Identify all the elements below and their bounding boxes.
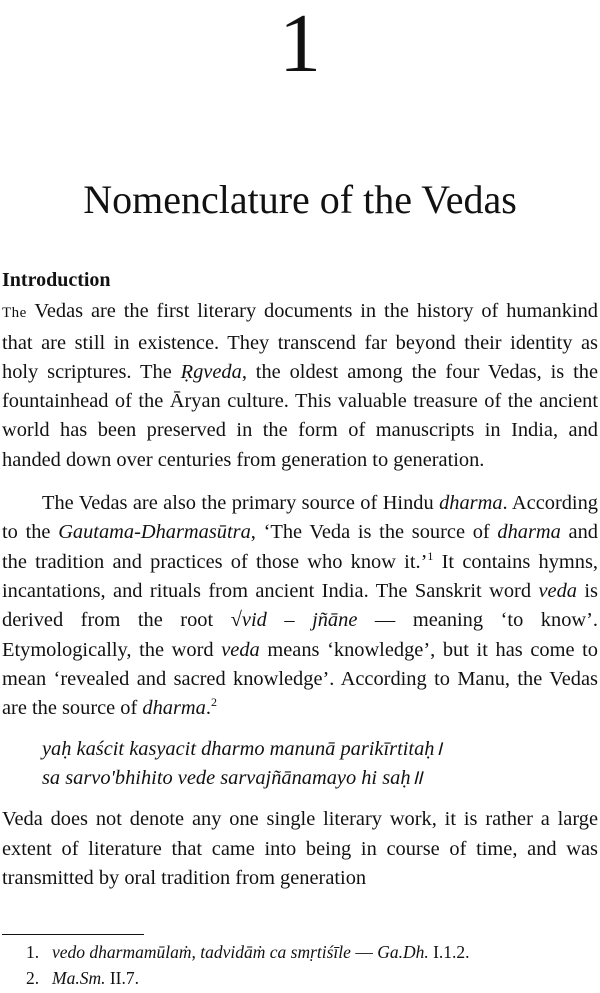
text: . According to the	[2, 492, 598, 544]
footnote-italic: Ga.Dh.	[377, 942, 429, 962]
footnote-plain: II.7.	[105, 968, 139, 988]
footnote-italic: vedo dharmamūlaṁ, tadvidāṁ ca smṛtiśīle	[52, 942, 351, 962]
paragraph-2	[2, 489, 598, 723]
footnote-ref-1: 1	[427, 548, 434, 563]
italic-term: Gautama-Dharmasūtra	[58, 521, 251, 544]
footnotes	[26, 939, 586, 991]
verse-line-1: yaḥ kaścit kasyacit dharmo manunā parikīrtitaḥ।	[42, 738, 443, 761]
italic-term: Ṛgveda	[180, 360, 242, 383]
footnote-italic: Ma.Sm.	[52, 968, 106, 988]
footnote-text	[52, 965, 139, 991]
section-heading: Introduction	[2, 269, 111, 291]
footnote-number: 2.	[26, 968, 40, 988]
chapter-number: 1	[279, 0, 321, 90]
text: and the tradition and practices of those who know it.’	[2, 521, 599, 573]
text: Vedas are the first literary documents in the history of humankind that are still in existence. They transcend far beyond their identity as holy scriptures. The	[2, 300, 598, 383]
text: , ‘The Veda is the source of	[250, 521, 498, 544]
footnote-2	[26, 965, 586, 991]
italic-term: veda	[221, 638, 260, 661]
italic-term: dharma	[142, 697, 206, 720]
paragraph-3: Veda does not denote any one single literary work, it is rather a large extent of literature that came into being in course of time, and was transmitted by oral tradition from generation	[2, 808, 598, 890]
verse-line-2: sa sarvo'bhihito vede sarvajñānamayo hi saḥ॥	[42, 767, 423, 790]
text: .	[205, 697, 211, 720]
paragraph-1	[2, 297, 598, 475]
text: means ‘knowledge’, but it has come to mean ‘revealed and sacred knowledge’. According to Manu, the Vedas are the source of	[2, 638, 598, 720]
footnote-text	[52, 939, 470, 965]
footnote-plain: I.1.2.	[428, 942, 470, 962]
small-caps-opening: The	[2, 305, 27, 322]
sanskrit-verse	[42, 735, 598, 793]
text: — meaning ‘to know’. Etymologically, the word	[2, 609, 599, 661]
footnote-1	[26, 939, 586, 965]
italic-term: dharma	[439, 492, 503, 515]
italic-term: dharma	[497, 521, 561, 544]
text: The Vedas are also the primary source of Hindu	[42, 492, 440, 515]
body-text	[2, 266, 598, 893]
text: , the oldest among the four Vedas, is the fountainhead of the Āryan culture. This valuable treasure of the ancient world has been preserved in the form of manuscripts in India, and handed down over centuries from generation to generation.	[2, 360, 599, 471]
text: It contains hymns, incantations, and rituals from ancient India. The Sanskrit word	[2, 550, 598, 602]
text: is derived from the root √	[2, 579, 598, 632]
footnote-plain: —	[350, 942, 378, 962]
footnote-number: 1.	[26, 942, 40, 962]
footnote-divider	[2, 934, 144, 935]
italic-term: vid – jñāne	[241, 609, 358, 632]
chapter-title: Nomenclature of the Vedas	[83, 177, 517, 222]
italic-term: veda	[538, 579, 577, 602]
footnote-ref-2: 2	[210, 695, 217, 710]
